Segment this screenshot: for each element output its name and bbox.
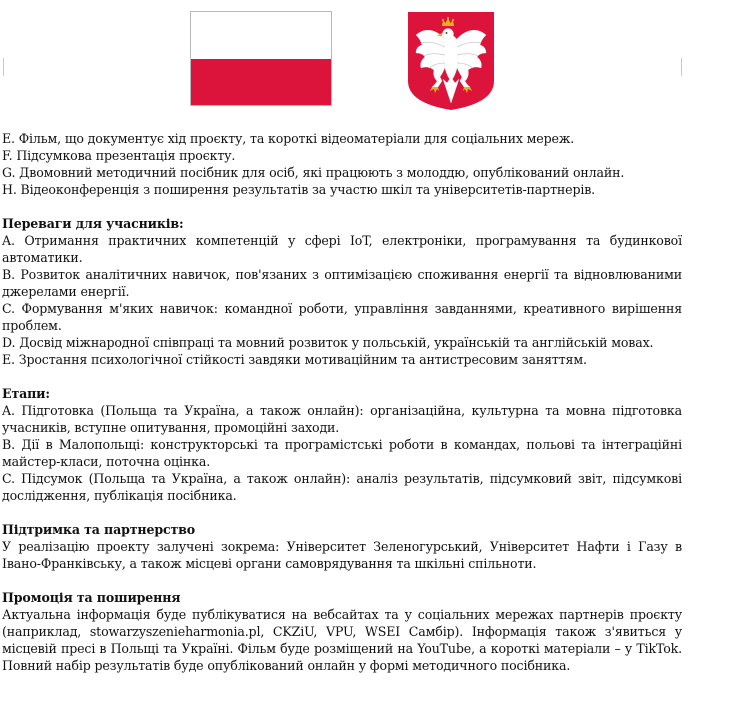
margin-mark-left: [3, 58, 4, 76]
header-logos: [0, 0, 748, 120]
poland-flag: [190, 11, 332, 106]
stages-heading: Етапи:: [2, 386, 50, 401]
benefit-item: D. Досвід міжнародної співпраці та мовний розвиток у польській, українській та англійській мовах.: [2, 335, 654, 350]
document-body: [2, 130, 682, 674]
flag-white-stripe: [191, 12, 331, 59]
benefit-item: E. Зростання психологічної стійкості завдяки мотиваційним та антистресовим заняттям.: [2, 352, 587, 367]
stage-item: C. Підсумок (Польща та Україна, а також онлайн): аналіз результатів, підсумковий звіт, підсумкові дослідження, публікація посібника.: [2, 471, 682, 503]
stage-item: B. Дії в Малопольщі: конструкторські та програмістські роботи в командах, польові та інтеграційні майстер-класи, поточна оцінка.: [2, 437, 682, 469]
support-text: У реалізацію проекту залучені зокрема: Університет Зеленогурський, Університет Нафти і Газу в Івано-Франківську, а також місцеві органи самоврядування та шкільні спільноти.: [2, 539, 682, 571]
paragraph-gap: [2, 504, 682, 521]
promotion-heading: Промоція та поширення: [2, 590, 181, 605]
paragraph-gap: [2, 368, 682, 385]
benefit-item: A. Отримання практичних компетенцій у сфері IoT, електроніки, програмування та будинкової автоматики.: [2, 233, 682, 265]
paragraph-gap: [2, 198, 682, 215]
output-item: G. Двомовний методичний посібник для осіб, які працюють з молоддю, опублікований онлайн.: [2, 165, 625, 180]
paragraph-gap: [2, 572, 682, 589]
benefits-heading: Переваги для учасників:: [2, 216, 184, 231]
coat-of-arms-icon: [407, 11, 495, 111]
output-item: F. Підсумкова презентація проєкту.: [2, 148, 236, 163]
output-item: H. Відеоконференція з поширення результатів за участю шкіл та університетів-партнерів.: [2, 182, 596, 197]
benefit-item: C. Формування м'яких навичок: командної роботи, управління завданнями, креативного вирішення проблем.: [2, 301, 682, 333]
stage-item: A. Підготовка (Польща та Україна, а також онлайн): організаційна, культурна та мовна підготовка учасників, вступне опитування, промоційні заходи.: [2, 403, 682, 435]
flag-red-stripe: [191, 59, 331, 106]
margin-mark-right: [681, 58, 682, 76]
output-item: E. Фільм, що документує хід проєкту, та короткі відеоматеріали для соціальних мереж.: [2, 131, 575, 146]
benefit-item: B. Розвиток аналітичних навичок, пов'язаних з оптимізацією споживання енергії та відновлюваними джерелами енергії.: [2, 267, 682, 299]
support-heading: Підтримка та партнерство: [2, 522, 195, 537]
promotion-text: Актуальна інформація буде публікуватися на вебсайтах та у соціальних мережах партнерів проєкту (наприклад, stowarzyszenieharmonia.pl, CKZiU, VPU, WSEI Самбір). Інформація також з'явиться у місцевій пресі в Польщі та Україні. Фільм буде розміщений на YouTube, а короткі матеріали – у TikTok. Повний набір результатів буде опублікований онлайн у формі методичного посібника.: [2, 607, 682, 673]
